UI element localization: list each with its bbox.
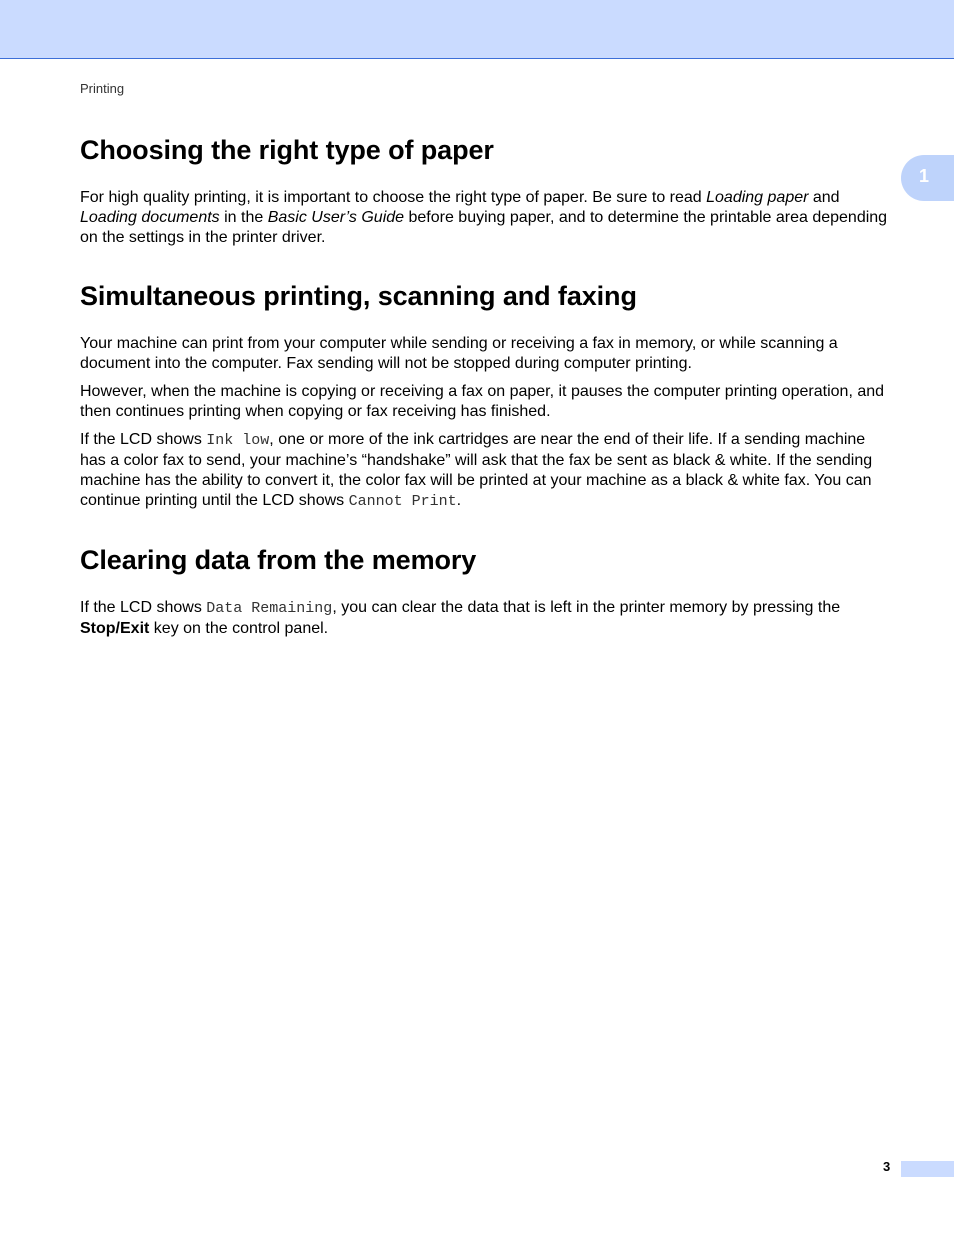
simultaneous-paragraph-3 <box>80 430 892 512</box>
section-heading-paper: Choosing the right type of paper <box>80 135 494 165</box>
lcd-message-data-remaining: Data Remaining <box>206 600 333 617</box>
lcd-message-cannot-print: Cannot Print <box>348 493 457 510</box>
clear-text-1: If the LCD shows <box>80 599 207 616</box>
simultaneous-paragraph-2: However, when the machine is copying or receiving a fax on paper, it pauses the computer printing operation, and then continues printing when copying or fax receiving has finished. <box>80 383 885 420</box>
top-header-band <box>0 0 954 59</box>
ink-text-3: . <box>456 492 462 509</box>
chapter-tab <box>901 155 954 201</box>
simultaneous-paragraph-1: Your machine can print from your computer while sending or receiving a fax in memory, or while scanning a document into the computer. Fax sending will not be stopped during computer printing. <box>80 335 838 372</box>
footer-bar <box>901 1161 954 1177</box>
page-content <box>80 128 892 647</box>
ink-text-1: If the LCD shows <box>80 431 207 448</box>
ink-text-2: , one or more of the ink cartridges are near the end of their life. If a sending machine has a color fax to send, your machine’s “handshake” will ask that the fax be sent as black & white. If the sending machine has the ability to convert it, the color fax will be printed at your machine as a black & white fax. You can continue printing until the LCD shows <box>80 431 873 509</box>
page-number: 3 <box>883 1159 891 1174</box>
clear-text-3: key on the control panel. <box>149 620 329 637</box>
section-heading-simultaneous: Simultaneous printing, scanning and faxing <box>80 281 637 311</box>
paper-text-4: before buying paper, and to determine the printable area depending on the settings in the printer driver. <box>80 209 888 246</box>
paper-paragraph <box>80 188 892 248</box>
stop-exit-key-label: Stop/Exit <box>80 620 150 637</box>
running-header: Printing <box>80 81 125 96</box>
paper-text-1: For high quality printing, it is important to choose the right type of paper. Be sure to read <box>80 189 707 206</box>
paper-text-2: and <box>808 189 840 206</box>
paper-text-3: in the <box>219 209 268 226</box>
loading-paper-reference: Loading paper <box>706 189 809 206</box>
section-heading-clearing: Clearing data from the memory <box>80 545 477 575</box>
clearing-paragraph <box>80 598 892 639</box>
clear-text-2: , you can clear the data that is left in the printer memory by pressing the <box>332 599 841 616</box>
lcd-message-ink-low: Ink low <box>206 432 270 449</box>
basic-users-guide-reference: Basic User’s Guide <box>267 209 405 226</box>
chapter-number: 1 <box>919 166 930 186</box>
loading-documents-reference: Loading documents <box>80 209 220 226</box>
